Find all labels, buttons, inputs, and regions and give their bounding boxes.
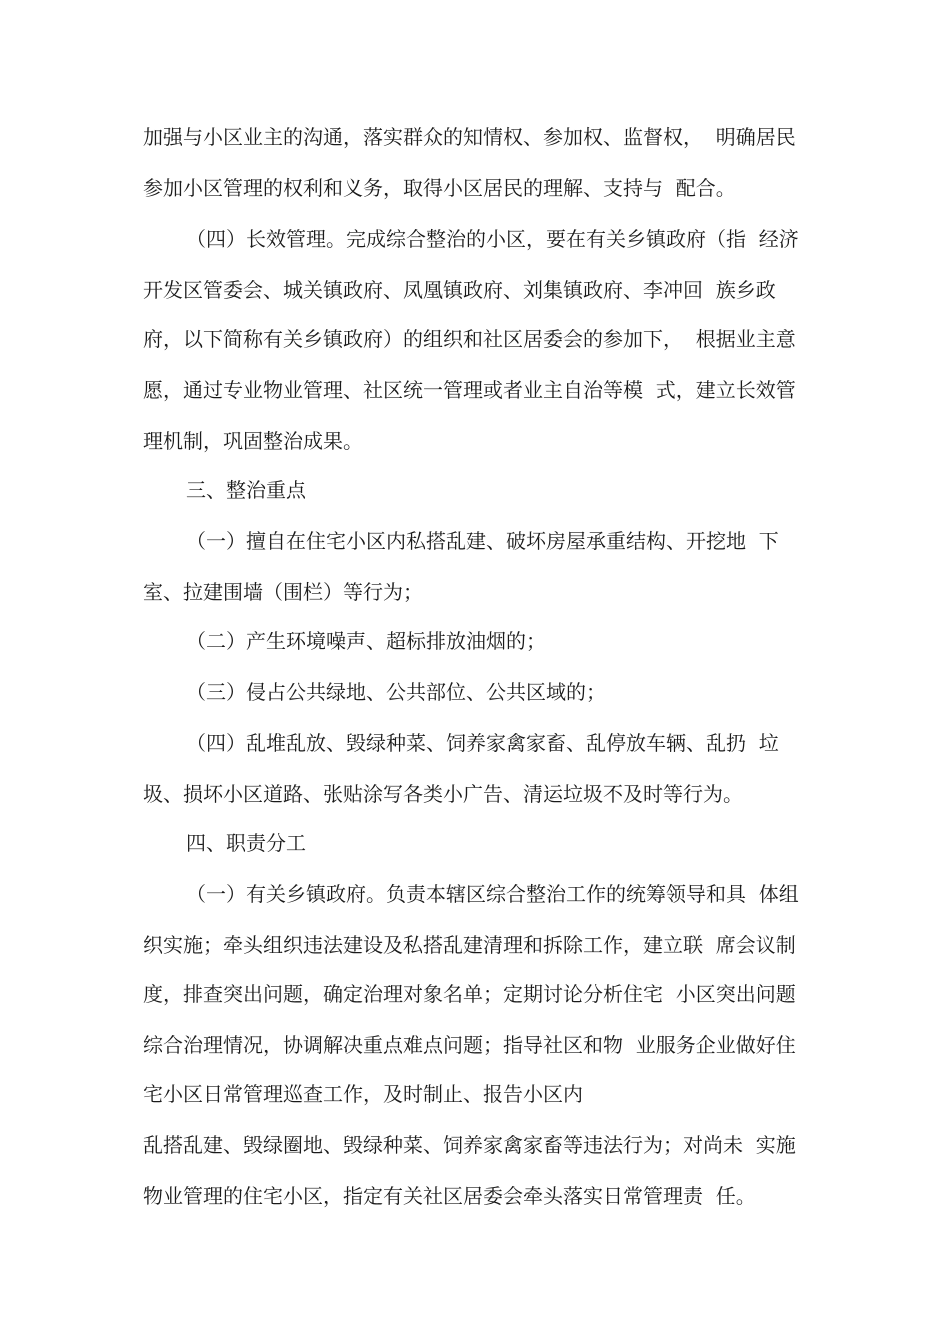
section-heading: 三、整治重点: [186, 478, 306, 502]
paragraph-line: （四）乱堆乱放、毁绿种菜、饲养家禽家畜、乱停放车辆、乱扔 垃: [186, 731, 779, 755]
paragraph-line: 府，以下简称有关乡镇政府）的组织和社区居委会的参加下， 根据业主意: [143, 327, 796, 351]
paragraph-line: 物业管理的住宅小区，指定有关社区居委会牵头落实日常管理责 任。: [143, 1184, 756, 1208]
paragraph-line: 宅小区日常管理巡查工作，及时制止、报告小区内: [143, 1082, 583, 1106]
paragraph-line: 织实施；牵头组织违法建设及私搭乱建清理和拆除工作，建立联 席会议制: [143, 933, 796, 957]
paragraph-line: 愿，通过专业物业管理、社区统一管理或者业主自治等模 式，建立长效管: [143, 378, 796, 402]
paragraph-line: （四）长效管理。完成综合整治的小区，要在有关乡镇政府（指 经济: [186, 227, 799, 251]
paragraph-line: （三）侵占公共绿地、公共部位、公共区域的；: [186, 680, 606, 704]
paragraph-line: （一）擅自在住宅小区内私搭乱建、破坏房屋承重结构、开挖地 下: [186, 529, 779, 553]
paragraph-line: 理机制，巩固整治成果。: [143, 429, 363, 453]
paragraph-line: 度，排查突出问题，确定治理对象名单；定期讨论分析住宅 小区突出问题: [143, 982, 796, 1006]
paragraph-line: （二）产生环境噪声、超标排放油烟的；: [186, 629, 546, 653]
paragraph-line: 加强与小区业主的沟通，落实群众的知情权、参加权、监督权， 明确居民: [143, 125, 796, 149]
paragraph-line: 参加小区管理的权利和义务，取得小区居民的理解、支持与 配合。: [143, 176, 736, 200]
paragraph-line: 室、拉建围墙（围栏）等行为；: [143, 580, 423, 604]
paragraph-line: 乱搭乱建、毁绿圈地、毁绿种菜、饲养家禽家畜等违法行为；对尚未 实施: [143, 1133, 796, 1157]
paragraph-line: 综合治理情况，协调解决重点难点问题；指导社区和物 业服务企业做好住: [143, 1033, 796, 1057]
paragraph-line: （一）有关乡镇政府。负责本辖区综合整治工作的统筹领导和具 体组: [186, 882, 799, 906]
paragraph-line: 圾、损坏小区道路、张贴涂写各类小广告、清运垃圾不及时等行为。: [143, 782, 743, 806]
section-heading: 四、职责分工: [186, 831, 306, 855]
paragraph-line: 开发区管委会、城关镇政府、凤凰镇政府、刘集镇政府、李冲回 族乡政: [143, 278, 776, 302]
